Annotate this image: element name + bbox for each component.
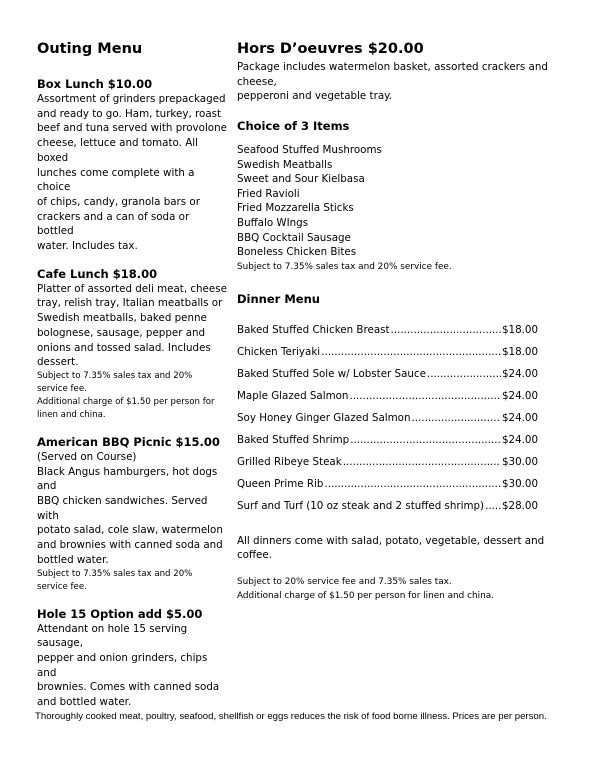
outing-section-line: beef and tuna served with provolone — [37, 122, 227, 135]
dinner-item-name: Grilled Ribeye Steak — [237, 455, 342, 468]
dinner-item-row — [237, 402, 538, 424]
dinner-item-price: $18.00 — [501, 345, 538, 358]
outing-section-line: Platter of assorted deli meat, cheese — [37, 282, 227, 295]
dot-leader — [324, 478, 501, 490]
outing-section-line: bottled water. — [37, 553, 109, 566]
dinner-item-row — [237, 424, 538, 446]
outing-section-line: Attendant on hole 15 serving sausage, — [37, 622, 188, 650]
dinner-item-name: Baked Stuffed Shrimp — [237, 433, 350, 446]
dinner-item-row — [237, 314, 538, 336]
outing-section-line: crackers and a can of soda or bottled — [37, 210, 190, 238]
dinner-item-price: $18.00 — [501, 323, 538, 336]
dot-leader — [350, 434, 501, 446]
outing-section-line: (Served on Course) — [37, 450, 137, 463]
outing-section-line: Black Angus hamburgers, hot dogs and — [37, 465, 218, 493]
outing-section-note: Subject to 7.35% sales tax and 20% — [37, 568, 193, 579]
outing-menu-column — [37, 40, 227, 710]
hors-item: Sweet and Sour Kielbasa — [237, 173, 365, 186]
dinner-item-name: Baked Stuffed Sole w/ Lobster Sauce — [237, 367, 426, 380]
dinner-item-name: Queen Prime Rib — [237, 477, 324, 490]
dot-leader — [391, 324, 501, 336]
outing-section — [37, 267, 227, 422]
dinner-item-row — [237, 358, 538, 380]
outing-section — [37, 607, 227, 710]
outing-section-line: bolognese, sausage, pepper and — [37, 326, 206, 339]
dinner-item-name: Chicken Teriyaki — [237, 345, 321, 358]
outing-section-line: BBQ chicken sandwiches. Served with — [37, 495, 208, 522]
outing-section-line: cheese, lettuce and tomato. All boxed — [37, 137, 198, 164]
dinner-item-name: Soy Honey Ginger Glazed Salmon — [237, 411, 411, 424]
food-safety-disclaimer: Thoroughly cooked meat, poultry, seafood, shellfish or eggs reduces the risk of food borne illness. Prices are per person. — [35, 711, 547, 722]
hors-item: Fried Ravioli — [237, 187, 300, 200]
dinner-item-row — [237, 336, 538, 358]
hors-item: Buffalo WIngs — [237, 217, 309, 230]
hors-item: Seafood Stuffed Mushrooms — [237, 144, 382, 157]
dinner-item-row — [237, 380, 538, 402]
dot-leader — [411, 412, 500, 424]
outing-section-line: Swedish meatballs, baked penne — [37, 312, 207, 325]
dinner-item-price: $30.00 — [501, 455, 538, 468]
hors-package-line: pepperoni and vegetable tray. — [237, 90, 393, 103]
dinner-item-row — [237, 446, 538, 468]
hors-item: Fried Mozzarella Sticks — [237, 202, 354, 215]
outing-section-line: and brownies with canned soda and — [37, 539, 223, 552]
hors-title: Hors D’oeuvres $20.00 — [237, 41, 424, 57]
dinner-item-price: $24.00 — [501, 411, 538, 424]
outing-sections — [37, 77, 227, 710]
dinner-items-list — [237, 314, 577, 512]
dinner-item-row — [237, 468, 538, 490]
dinner-menu-title: Dinner Menu — [237, 291, 320, 306]
hors-item: Boneless Chicken Bites — [237, 246, 357, 259]
dinner-item-price: $24.00 — [501, 367, 538, 380]
outing-section-heading: American BBQ Picnic $15.00 — [37, 434, 220, 449]
outing-section-note: linen and china. — [37, 409, 106, 420]
outing-section-note: Additional charge of $1.50 per person for — [37, 396, 215, 407]
dinner-note: Subject to 20% service fee and 7.35% sales tax. — [237, 576, 452, 587]
outing-section — [37, 77, 227, 254]
dinner-includes: All dinners come with salad, potato, vegetable, dessert and coffee. — [237, 534, 545, 561]
dot-leader — [321, 346, 501, 358]
right-column — [237, 40, 577, 603]
dinner-item-price: $28.00 — [501, 499, 538, 512]
dinner-item-name: Surf and Turf (10 oz steak and 2 stuffed shrimp) — [237, 499, 485, 512]
outing-section-line: pepper and onion grinders, chips and — [37, 651, 208, 679]
dot-leader — [349, 390, 501, 402]
outing-section-note: service fee. — [37, 383, 87, 394]
outing-section-line: water. Includes tax. — [37, 240, 138, 253]
dot-leader — [343, 456, 501, 468]
outing-section-heading: Hole 15 Option add $5.00 — [37, 606, 203, 621]
hors-item: Swedish Meatballs — [237, 158, 333, 171]
dot-leader — [485, 500, 501, 512]
hors-package-description — [237, 60, 577, 104]
outing-section-heading: Cafe Lunch $18.00 — [37, 266, 158, 281]
outing-section-line: potato salad, cole slaw, watermelon — [37, 524, 223, 537]
outing-section-line: and ready to go. Ham, turkey, roast — [37, 107, 222, 120]
dinner-item-name: Baked Stuffed Chicken Breast — [237, 323, 390, 336]
outing-section-note: service fee. — [37, 581, 87, 592]
hors-item: BBQ Cocktail Sausage — [237, 231, 351, 244]
hors-package-line: Package includes watermelon basket, assorted crackers and cheese, — [237, 61, 548, 88]
dinner-note: Additional charge of $1.50 per person for linen and china. — [237, 590, 494, 601]
dinner-notes — [237, 575, 577, 603]
outing-section-line: lunches come complete with a choice — [37, 166, 195, 194]
dinner-item-row — [237, 490, 538, 512]
hors-items-list — [237, 143, 577, 260]
dinner-item-price: $24.00 — [501, 389, 538, 402]
outing-section-heading: Box Lunch $10.00 — [37, 77, 153, 91]
outing-section-line: dessert. — [37, 356, 79, 369]
outing-section — [37, 435, 227, 594]
hors-note: Subject to 7.35% sales tax and 20% service fee. — [237, 261, 452, 272]
outing-section-line: of chips, candy, granola bars or — [37, 195, 200, 208]
dinner-item-name: Maple Glazed Salmon — [237, 389, 349, 402]
dinner-item-price: $24.00 — [501, 433, 538, 446]
outing-menu-title: Outing Menu — [37, 41, 143, 57]
dinner-item-price: $30.00 — [501, 477, 538, 490]
outing-section-line: onions and tossed salad. Includes — [37, 341, 211, 354]
choice-heading: Choice of 3 Items — [237, 119, 350, 134]
outing-section-note: Subject to 7.35% sales tax and 20% — [37, 370, 193, 381]
outing-section-line: Assortment of grinders prepackaged — [37, 93, 226, 105]
outing-section-line: brownies. Comes with canned soda — [37, 681, 220, 694]
dot-leader — [427, 368, 501, 380]
outing-section-line: and bottled water. — [37, 696, 132, 709]
outing-section-line: tray, relish tray, Italian meatballs or — [37, 297, 223, 310]
